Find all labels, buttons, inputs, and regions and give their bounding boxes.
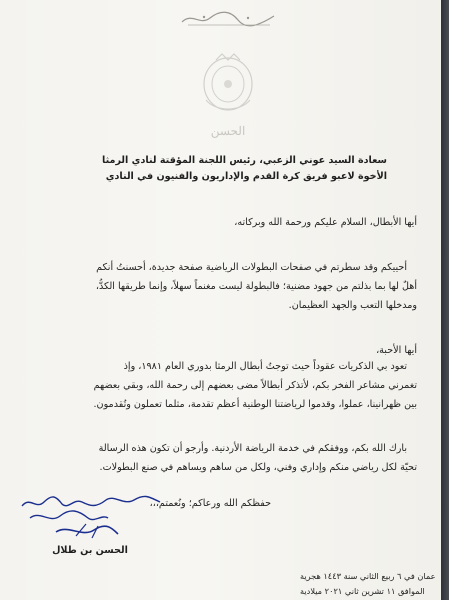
crest-caption: الحسن (210, 124, 246, 138)
signer-name: الحسن بن طلال (52, 545, 128, 556)
letterhead-ornament (178, 6, 278, 30)
paragraph1-line: أهلٌ لها بما بذلتم من جهود مضنية؛ فالبطولة ليست مغنماً سهلاً، وإنما طريقها الكدُّ، (95, 281, 417, 292)
background-edge (441, 0, 449, 600)
paragraph2-line: تعود بي الذكريات عقوداً حيث توجتُ أبطال الرمثا بدوري العام ١٩٨١، وإذ (123, 361, 407, 372)
crest-emblem (188, 50, 268, 122)
paragraph1-line: أحييكم وقد سطرتم في صفحات البطولات الرياضية صفحة جديدة، أحسنتُ أنكم (96, 262, 407, 273)
handwritten-signature (16, 488, 166, 548)
addressee-line-1: سعادة السيد عوني الزعبي، رئيس اللجنة المؤقتة لنادي الرمثا (102, 155, 387, 166)
paragraph3-line: تحيّة لكل رياضي منكم وإداري وفني، ولكل من ساهم ويساهم في صنع البطولات. (99, 462, 417, 473)
paragraph1-line: ومدخلها التعب والجهد العظيمان. (288, 300, 417, 311)
addressee-line-2: الأخوة لاعبو فريق كرة القدم والإداريون والفنيون في النادي (105, 171, 387, 182)
paragraph3-line: بارك الله بكم، ووفقكم في خدمة الرياضة الأردنية. وأرجو أن تكون هذه الرسالة (98, 443, 407, 454)
date-gregorian: الموافق ١١ تشرين ثاني ٢٠٢١ ميلادية (300, 586, 425, 596)
paragraph2-line: تغمرني مشاعر الفخر بكم، لأتذكر أبطالاً مضى بعضهم إلى رحمة الله، وبقي بعضهم (93, 380, 417, 391)
salutation: أيها الأحبة، (376, 345, 417, 356)
paragraph2-line: بين ظهرانينا، عملوا، وقدموا لرياضتنا الوطنية أعظم تقدمة، مثلما تعملون وتُقدمون. (93, 399, 417, 410)
date-hijri: عمان في ٦ ربيع الثاني سنة ١٤٤٣ هجرية (300, 571, 436, 581)
greeting: أيها الأبطال، السلام عليكم ورحمة الله وبركاته، (234, 217, 417, 228)
closing: حفظكم الله ورعاكم؛ ونُعمتم،،، (149, 498, 271, 509)
